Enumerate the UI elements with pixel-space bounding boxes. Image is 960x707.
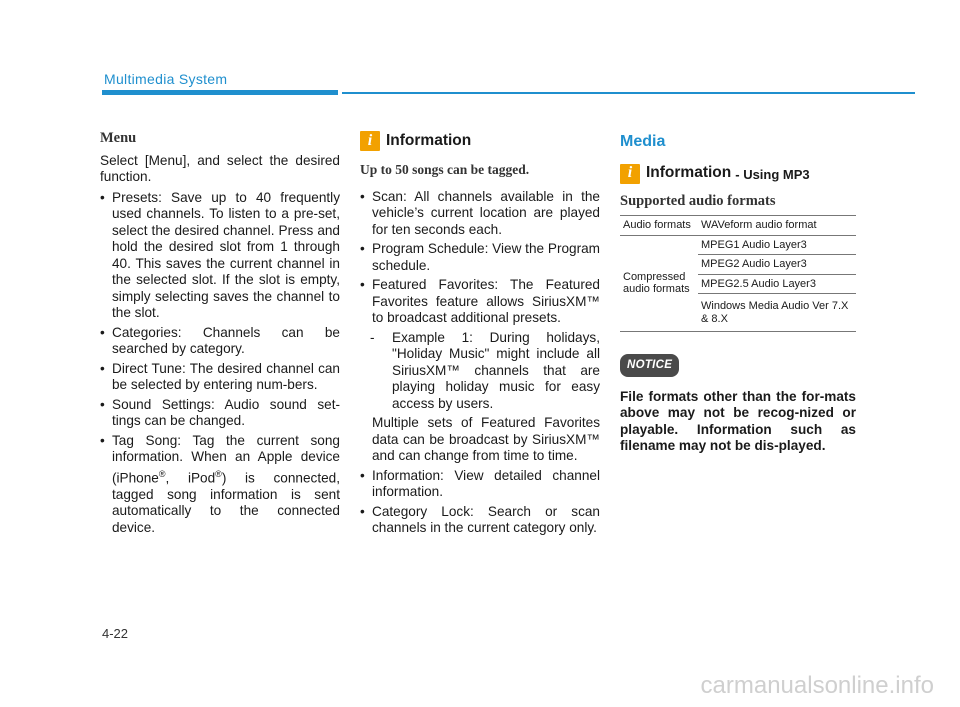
table-header-value: WAVeform audio format bbox=[698, 216, 856, 236]
bullet-program-schedule: • Program Schedule: View the Program schedule. bbox=[360, 241, 600, 274]
watermark: carmanualsonline.info bbox=[700, 672, 934, 699]
info-icon: i bbox=[360, 131, 380, 151]
tag-song-text-2: , iPod bbox=[165, 470, 216, 486]
section-title: Multimedia System bbox=[104, 71, 228, 87]
media-info-title: Information bbox=[646, 164, 732, 182]
bullet-sound-settings: • Sound Settings: Audio sound set-tings can be changed. bbox=[100, 397, 340, 430]
header-rule-right bbox=[342, 92, 915, 94]
table-cell: MPEG1 Audio Layer3 bbox=[698, 235, 856, 255]
column-menu bbox=[100, 130, 340, 539]
table-cell: Windows Media Audio Ver 7.X & 8.X bbox=[698, 294, 856, 332]
info-bullet-list bbox=[360, 189, 600, 327]
menu-heading: Menu bbox=[100, 130, 137, 146]
info-bullet-list-2 bbox=[360, 468, 600, 537]
table-header-label: Audio formats bbox=[620, 216, 698, 236]
example-text: Example 1: During holidays, "Holiday Music" might include all SiriusXM™ channels that are playing holiday music for easy access by users. bbox=[392, 329, 600, 411]
bullet-presets: • Presets: Save up to 40 frequently used channels. To listen to a pre-set, select the desired channel. Press and hold the desired slot from 1 through 40. This saves the current channel in the selected slot. If the slot is empty, simply selecting saves the channel to the slot. bbox=[100, 190, 340, 322]
registered-mark: ® bbox=[158, 468, 166, 479]
menu-bullet-list bbox=[100, 190, 340, 537]
notice-badge: NOTICE bbox=[620, 354, 679, 377]
table-cell: MPEG2.5 Audio Layer3 bbox=[698, 274, 856, 294]
audio-format-table bbox=[620, 215, 856, 332]
table-row bbox=[620, 235, 856, 255]
bullet-tag-song bbox=[100, 433, 340, 537]
notice-text: File formats other than the for-mats above may not be recog-nized or playable. Information such as filename may not be dis-played. bbox=[620, 388, 856, 453]
bullet-direct-tune: • Direct Tune: The desired channel can be selected by entering num-bers. bbox=[100, 361, 340, 394]
column-information bbox=[360, 130, 600, 540]
info-header bbox=[360, 130, 600, 152]
table-group-label: Compressed audio formats bbox=[620, 235, 698, 332]
page-number: 4-22 bbox=[102, 626, 129, 641]
menu-intro: Select [Menu], and select the desired function. bbox=[100, 152, 340, 184]
table-row bbox=[620, 216, 856, 236]
bullet-category-lock: • Category Lock: Search or scan channels in the current category only. bbox=[360, 504, 600, 537]
tag-song-text-1: Tag Song: Tag the current song information. When an Apple device (iPhone bbox=[112, 432, 340, 486]
table-cell: MPEG2 Audio Layer3 bbox=[698, 255, 856, 275]
featured-favorites-note: Multiple sets of Featured Favorites data can be broadcast by SiriusXM™ and can change from time to time. bbox=[372, 415, 600, 463]
tag-song-text-3: ) is connected, tagged song information is sent automatically to the connected device. bbox=[112, 470, 341, 535]
bullet-featured-favorites: • Featured Favorites: The Featured Favorites feature allows SiriusXM™ to broadcast additional presets. bbox=[360, 277, 600, 327]
info-icon: i bbox=[620, 164, 640, 184]
info-title: Information bbox=[386, 131, 472, 149]
registered-mark: ® bbox=[215, 468, 222, 479]
tag-limit-heading: Up to 50 songs can be tagged. bbox=[360, 162, 530, 177]
media-heading: Media bbox=[620, 133, 666, 150]
media-info-subtitle: - Using MP3 bbox=[735, 166, 810, 182]
bullet-categories: • Categories: Channels can be searched by category. bbox=[100, 325, 340, 358]
bullet-scan: • Scan: All channels available in the vehicle’s current location are played for ten seconds each. bbox=[360, 189, 600, 239]
example-dash: - bbox=[370, 329, 375, 345]
bullet-information: • Information: View detailed channel information. bbox=[360, 468, 600, 501]
header-bar-left bbox=[102, 90, 338, 95]
example-item bbox=[370, 330, 600, 413]
column-media bbox=[620, 130, 856, 455]
media-info-header bbox=[620, 163, 856, 185]
supported-formats-heading: Supported audio formats bbox=[620, 192, 776, 209]
